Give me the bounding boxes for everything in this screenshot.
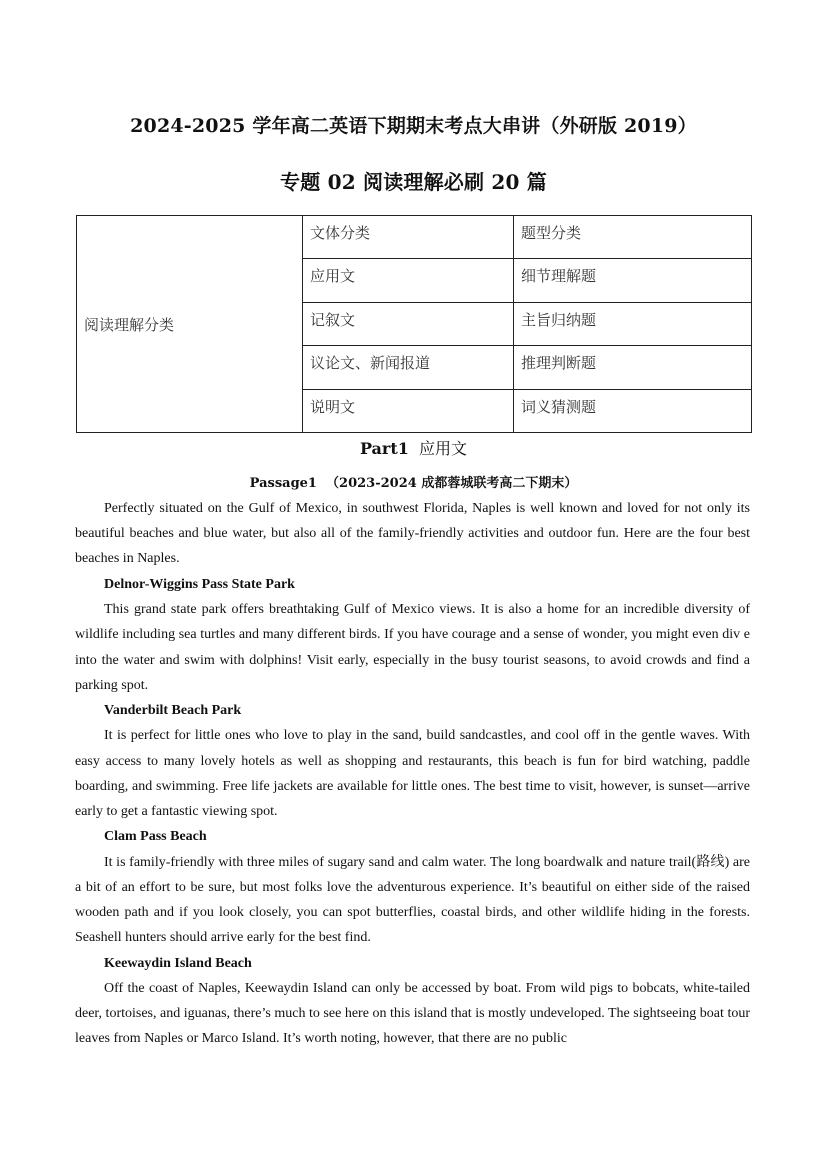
passage-label: Passage1 — [249, 476, 317, 491]
table-cell-question-type: 主旨归纳题 — [514, 302, 752, 345]
table-header-question-type: 题型分类 — [514, 216, 752, 259]
table-cell-genre: 说明文 — [303, 389, 514, 432]
document-title: 2024-2025 学年高二英语下期期末考点大串讲（外研版 2019） — [130, 115, 697, 137]
table-header-genre: 文体分类 — [303, 216, 514, 259]
section-heading: Vanderbilt Beach Park — [104, 702, 242, 718]
section-heading: Delnor-Wiggins Pass State Park — [104, 576, 295, 592]
section-text: Off the coast of Naples, Keewaydin Island can only be accessed by boat. From wild pigs to bobcats, white-tailed deer, tortoises, and iguanas, there’s much to see here on this island that is mostly undeveloped. The sightseeing boat tour leaves from Naples or Marco Island. It’s worth noting, however, that there are no public — [75, 981, 750, 1047]
table-cell-genre: 议论文、新闻报道 — [303, 346, 514, 389]
table-cell-question-type: 词义猜测题 — [514, 389, 752, 432]
classification-table — [76, 215, 752, 433]
table-cell-question-type: 细节理解题 — [514, 259, 752, 302]
document-subtitle: 专题 02 阅读理解必刷 20 篇 — [280, 170, 547, 194]
table-cell-genre: 应用文 — [303, 259, 514, 302]
part-name: 应用文 — [419, 439, 468, 458]
article-body — [75, 496, 750, 1052]
table-cell-question-type: 推理判断题 — [514, 346, 752, 389]
passage-source: （2023-2024 成都蓉城联考高二下期末） — [326, 476, 578, 491]
table-row — [77, 216, 752, 259]
section-heading: Clam Pass Beach — [104, 829, 207, 845]
table-row-label: 阅读理解分类 — [77, 216, 303, 433]
passage-heading — [0, 472, 827, 491]
part-label: Part1 — [359, 439, 409, 458]
table-cell-genre: 记叙文 — [303, 302, 514, 345]
section-text: It is family-friendly with three miles of sugary sand and calm water. The long boardwalk and nature trail(路线) are a bit of an effort to be sure, but most folks love the adventurous experience. It’s beautiful on either side of the raised wooden path and if you look closely, you can spot butterflies, coastal birds, and other wildlife hiding in the forests. Seashell hunters should arrive early for the best find. — [75, 854, 750, 946]
article-intro: Perfectly situated on the Gulf of Mexico, in southwest Florida, Naples is well known and loved for not only its beautiful beaches and blue water, but also all of the family-friendly activities and outdoor fun. Here are the four best beaches in Naples. — [75, 501, 750, 567]
section-text: It is perfect for little ones who love to play in the sand, build sandcastles, and cool off in the gentle waves. With easy access to many lovely hotels as well as shopping and restaurants, this beach is fun for bird watching, paddle boarding, and swimming. Free life jackets are available for little ones. The best time to visit, however, is sunset—arrive early to get a fantastic viewing spot. — [75, 728, 750, 820]
section-heading: Keewaydin Island Beach — [104, 955, 252, 971]
part-heading — [0, 436, 827, 459]
section-text: This grand state park offers breathtaking Gulf of Mexico views. It is also a home for an incredible diversity of wildlife including sea turtles and many different birds. If you have courage and a sense of wonder, you might even div e into the water and swim with dolphins! Visit early, especially in the busy tourist seasons, to avoid crowds and find a parking spot. — [75, 602, 750, 693]
